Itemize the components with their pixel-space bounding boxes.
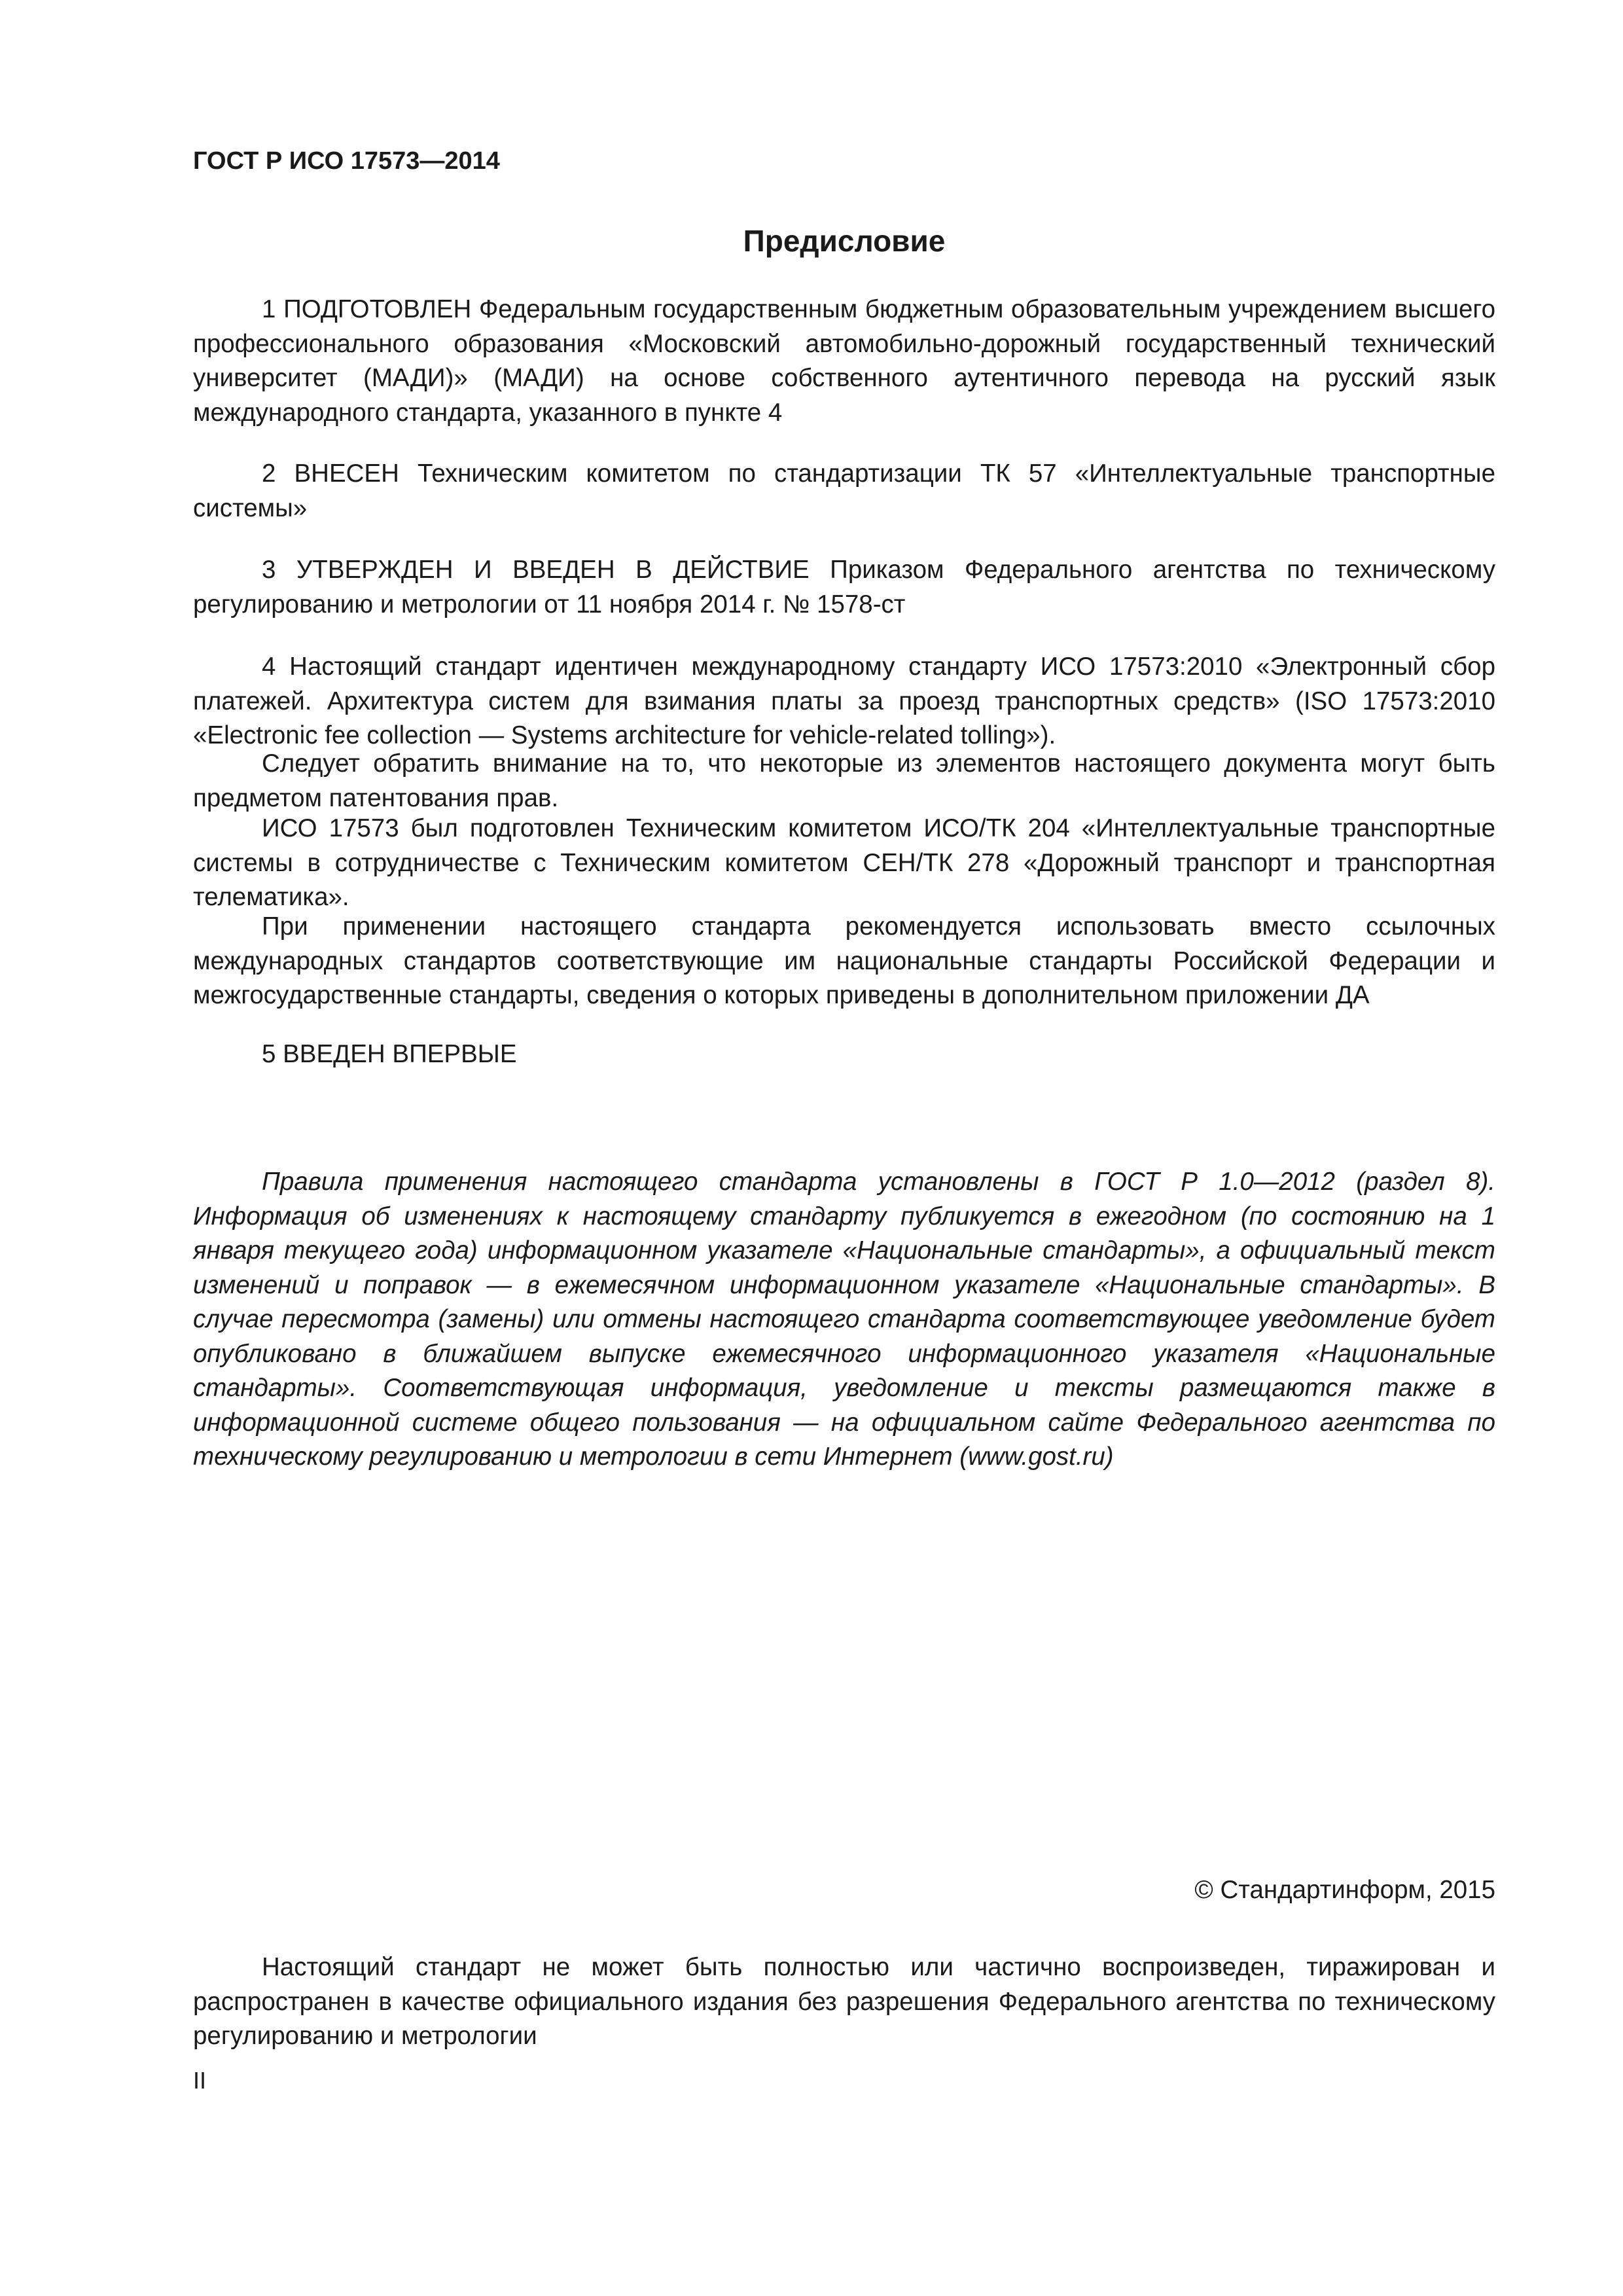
section-3-approved: 3 УТВЕРЖДЕН И ВВЕДЕН В ДЕЙСТВИЕ Приказом Федерального агентства по техническому регулированию и метрологии от 11 ноября 2014 г. № 1578-ст [193, 556, 1495, 619]
copyright-line: © Стандартинформ, 2015 [1194, 1876, 1495, 1904]
reproduction-notice: Настоящий стандарт не может быть полностью или частично воспроизведен, тиражирован и распространен в качестве официального издания без разрешения Федерального агентства по техническому регулированию и метрологии [193, 1953, 1495, 2050]
page-title: Предисловие [743, 224, 946, 258]
document-code: ГОСТ Р ИСО 17573—2014 [193, 147, 500, 175]
section-2-introduced-by: 2 ВНЕСЕН Техническим комитетом по стандартизации ТК 57 «Интеллектуальные транспортные системы» [193, 459, 1495, 522]
section-4-committee-note: ИСО 17573 был подготовлен Техническим комитетом ИСО/ТК 204 «Интеллектуальные транспортные системы в сотрудничестве с Техническим комитетом СЕН/ТК 278 «Дорожный транспорт и транспортная телематика». [193, 814, 1495, 911]
section-1-prepared-by: 1 ПОДГОТОВЛЕН Федеральным государственным бюджетным образовательным учреждением высшего профессионального образования «Московский автомобильно-дорожный государственный технический университет (МАДИ)» (МАДИ) на основе собственного аутентичного перевода на русский язык международного стандарта, указанного в пункте 4 [193, 295, 1495, 427]
application-rules-notice: Правила применения настоящего стандарта установлены в ГОСТ Р 1.0—2012 (раздел 8). Информация об изменениях к настоящему стандарту публикуется в ежегодном (по состоянию на 1 января текущего года) информационном указателе «Национальные стандарты», а официальный текст изменений и поправок — в ежемесячном информационном указателе «Национальные стандарты». В случае пересмотра (замены) или отмены настоящего стандарта соответствующее уведомление будет опубликовано в ближайшем выпуске ежемесячного информационного указателя «Национальные стандарты». Соответствующая информация, уведомление и тексты размещаются также в информационной системе общего пользования — на официальном сайте Федерального агентства по техническому регулированию и метрологии в сети Интернет (www.gost.ru) [193, 1168, 1495, 1471]
page-number: II [193, 2067, 207, 2094]
section-5-first-introduced: 5 ВВЕДЕН ВПЕРВЫЕ [262, 1040, 517, 1068]
section-4-identical-standard: 4 Настоящий стандарт идентичен международному стандарту ИСО 17573:2010 «Электронный сбор платежей. Архитектура систем для взимания платы за проезд транспортных средств» (ISO 17573:2010 «Electronic fee collection — Systems architecture for vehicle-related tolling»). [193, 653, 1495, 749]
section-4-patent-note: Следует обратить внимание на то, что некоторые из элементов настоящего документа могут быть предметом патентования прав. [193, 749, 1495, 812]
section-4-reference-note: При применении настоящего стандарта рекомендуется использовать вместо ссылочных международных стандартов соответствующие им национальные стандарты Российской Федерации и межгосударственные стандарты, сведения о которых приведены в дополнительном приложении ДА [193, 912, 1495, 1009]
